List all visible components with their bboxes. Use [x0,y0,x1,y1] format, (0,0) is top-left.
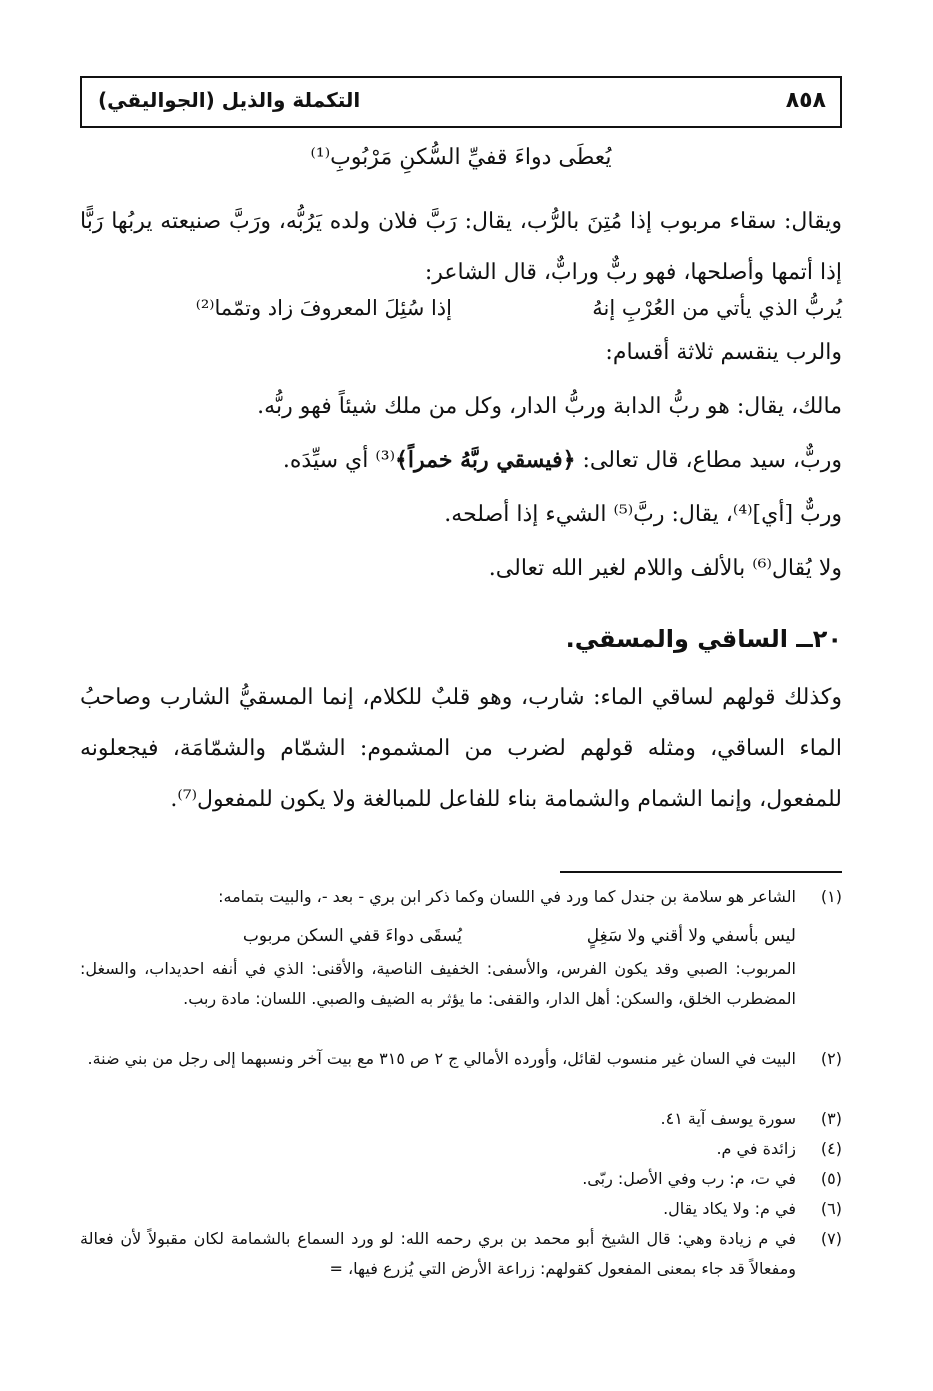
footnote-7 [80,1224,842,1284]
running-header [80,76,842,128]
footnote-text: زائدة في م. [716,1139,796,1158]
verse-first-hemistich: يُربُّ الذي يأتي من العُرْبِ إنهُ [592,296,842,320]
paragraph-saqi: وكذلك قولهم لساقي الماء: شارب، وهو قلبٌ للكلام، إنما المسقيُّ الشارب وصاحبُ الماء الساقي، ومثله قولهم لضرب من المشموم: الشمّام والشمّامَة، فيجعلونه للمفعول، وإنما الشمام والشمامة بناء للفاعل للمبالغة ولا يكون للمفعول⁽⁷⁾. [80,685,842,812]
footnote-verse-second-hemistich: يُسقَى دواءَ قفي السكن مربوب [242,926,462,946]
footnote-4 [80,1134,842,1164]
footnote-number: (٥) [820,1169,842,1188]
footnote-1 [80,882,842,912]
footnote-number: (٢) [820,1049,842,1068]
line-divisions: والرب ينقسم ثلاثة أقسام: [605,340,842,365]
verse-second-hemistich: إذا سُئِلَ المعروفَ زاد وتمّما⁽²⁾ [195,296,452,320]
line-master-before: وربٌّ، سيد مطاع، قال تعالى: [575,448,842,473]
footnote-text: المربوب: الصبي وقد يكون الفرس، والأسفى: الخفيف الناصية، والأقنى: الذي في أنفه احديداب، والسغل: المضطرب الخلق، والسكن: أهل الدار، والقفى: ما يؤثر به الضيف والصبي. اللسان: مادة ربب. [80,959,796,1008]
footnote-text: في م زيادة وهي: قال الشيخ أبو محمد بن بري رحمه الله: لو ورد السماع بالشمامة لكان مقبولاً لأن فعالة ومفعالاً قد جاء بمعنى المفعول كقولهم: زراعة الأرض التي يُزرع فيها، = [80,1229,796,1278]
footnote-text: البيت في السان غير منسوب لقائل، وأورده الأمالي ج ٢ ص ٣١٥ مع بيت آخر ونسبهما إلى رجل من بني ضنة. [87,1049,796,1068]
quran-quote: ﴿فيسقي ربَّهُ خمراً﴾ [395,447,576,473]
line-master-after: ⁽³⁾ أي سيِّدَه. [282,448,396,473]
verse-line: يُعطَى دواءَ قفيِّ السُّكنِ مَرْبُوبِ⁽¹⁾ [310,145,612,170]
line-owner-meaning: مالك، يقال: هو ربُّ الدابة وربُّ الدار، وكل من ملك شيئاً فهو ربُّه. [257,394,842,419]
footnote-2 [80,1044,842,1074]
footnote-6 [80,1194,842,1224]
footnote-text: سورة يوسف آية ٤١. [660,1109,796,1128]
paragraph-rabb: ويقال: سقاء مربوب إذا مُتِنَ بالرُّب، يقال: رَبَّ فلان ولده يَرُبُّه، ورَبَّ صنيعته يربُها رَبًّا إذا أتمها وأصلحها، فهو ربٌّ ورابٌّ، قال الشاعر: [80,209,842,285]
footnote-1-continued [80,954,842,1014]
footnote-text: الشاعر هو سلامة بن جندل كما ورد في اللسان وكما ذكر ابن بري - بعد -، والبيت بتمامه: [218,887,796,906]
footnote-number: (١) [820,887,842,906]
footnote-verse-first-hemistich: ليس بأسفي ولا أقني ولا سَغِلٍ [586,926,796,946]
footnote-text: في ت، م: رب وفي الأصل: ربّى. [582,1169,796,1188]
footnote-number: (٤) [820,1139,842,1158]
page-number: ٨٥٨ [785,88,826,113]
footnote-separator [560,871,842,873]
footnote-text: في م: ولا يكاد يقال. [663,1199,796,1218]
line-master-meaning [80,447,842,473]
footnote-number: (٣) [820,1109,842,1128]
footnote-3 [80,1104,842,1134]
line-fix-meaning: وربٌّ [أي]⁽⁴⁾، يقال: ربَّ⁽⁵⁾ الشيء إذا أصلحه. [444,502,842,527]
footnote-number: (٧) [820,1229,842,1248]
line-god-only: ولا يُقال⁽⁶⁾ بالألف واللام لغير الله تعالى. [488,556,842,581]
header-title: التكملة والذيل (الجواليقي) [98,88,361,112]
footnote-number: (٦) [820,1199,842,1218]
footnote-5 [80,1164,842,1194]
section-heading: ٢٠ــ الساقي والمسقي. [565,625,842,653]
